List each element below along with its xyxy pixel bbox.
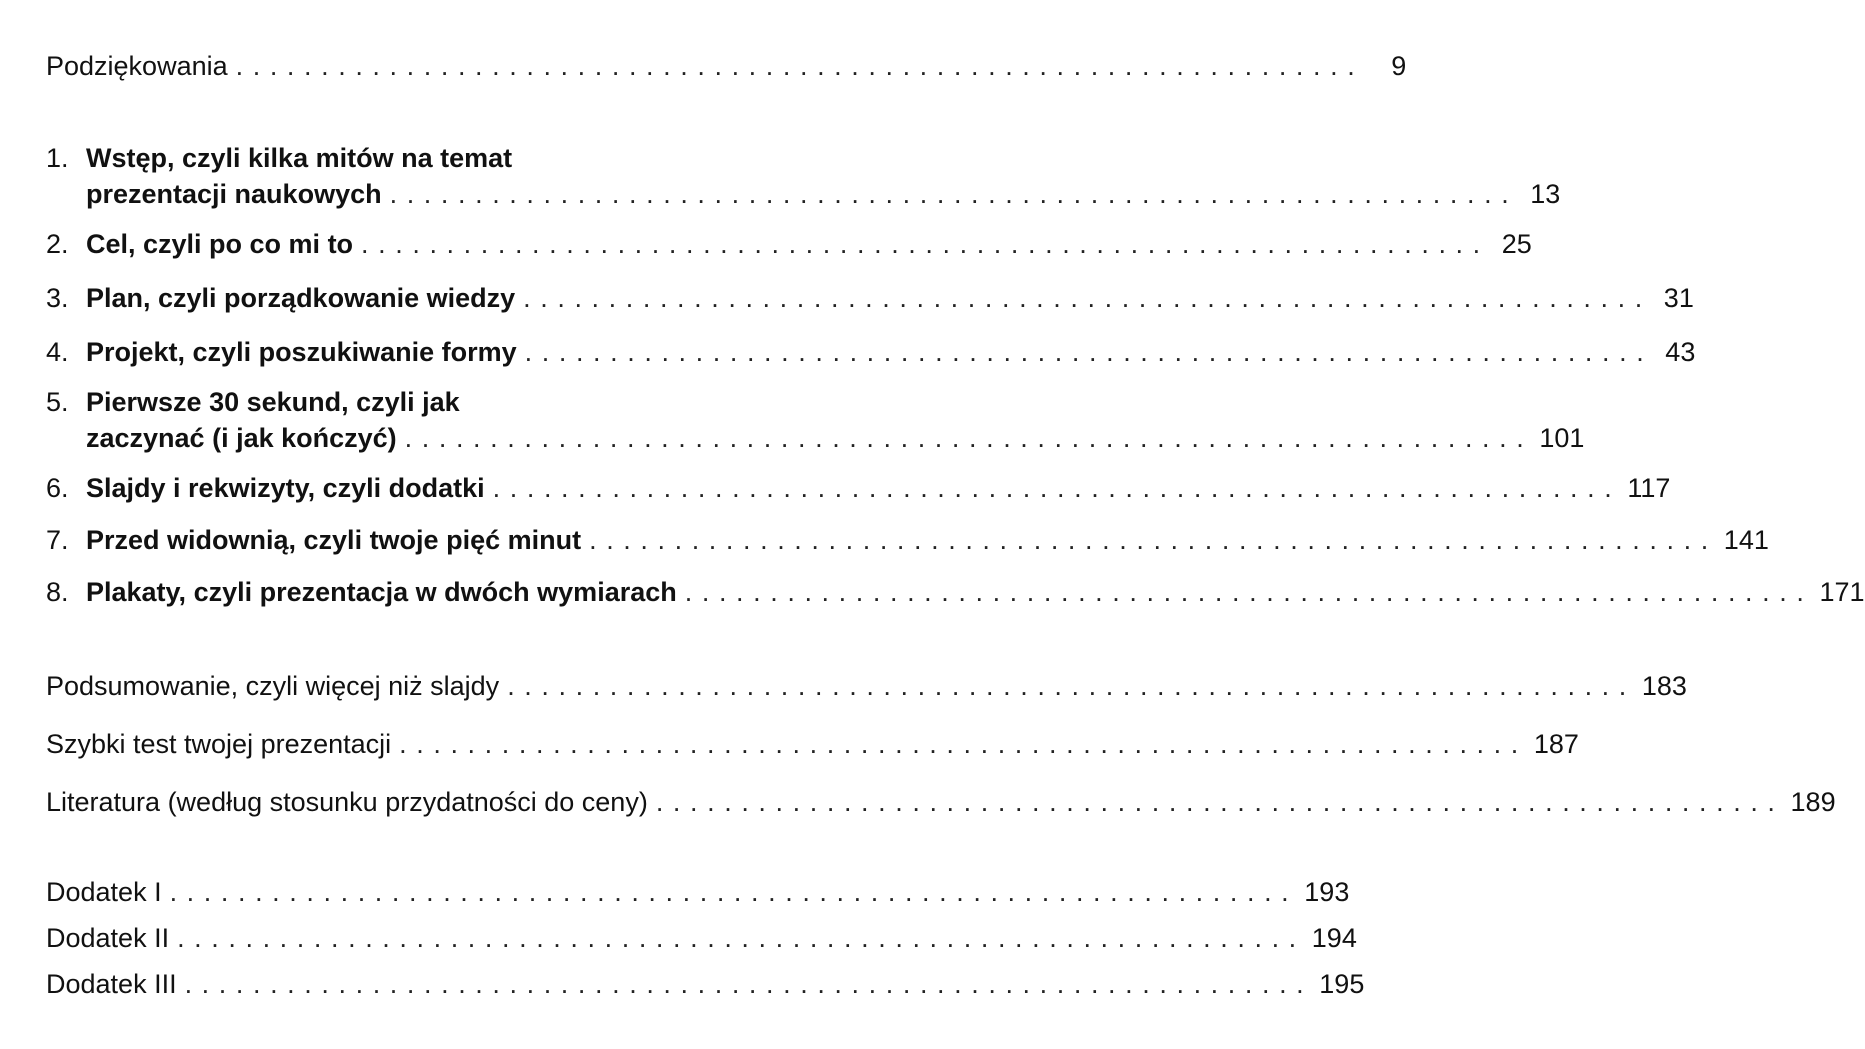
leader-dots: .................................................................. — [235, 51, 1365, 81]
toc-page-number: 9 — [1391, 51, 1407, 81]
leader-dots: .................................................................. — [169, 877, 1299, 907]
toc-entry-appendix-2[interactable] — [46, 920, 1357, 956]
leader-dots: .................................................................. — [492, 473, 1622, 503]
toc-page-number: 43 — [1665, 337, 1696, 367]
leader-dots: .................................................................. — [177, 923, 1306, 953]
toc-page-number: 25 — [1501, 229, 1532, 259]
toc-page-number: 193 — [1304, 877, 1350, 907]
leader-dots: .................................................................. — [404, 423, 1534, 453]
chapter-number: 6. — [46, 473, 69, 503]
toc-entry-appendix-3[interactable] — [46, 966, 1365, 1002]
toc-entry-chapter-8[interactable] — [46, 574, 1865, 610]
leader-dots: .................................................................. — [589, 525, 1718, 555]
toc-entry-quick-test[interactable] — [46, 726, 1579, 762]
leader-dots: .................................................................. — [524, 337, 1654, 367]
leader-dots: .................................................................. — [389, 179, 1519, 209]
toc-entry-title: Projekt, czyli poszukiwanie formy — [86, 337, 517, 367]
toc-entry-title: Dodatek II — [46, 923, 170, 953]
toc-entry-title: Przed widownią, czyli twoje pięć minut — [86, 525, 582, 555]
toc-entry-acknowledgements[interactable] — [46, 48, 1407, 84]
toc-entry-chapter-2[interactable] — [46, 226, 1532, 262]
toc-page-number: 141 — [1723, 525, 1769, 555]
toc-entry-chapter-5[interactable] — [46, 384, 1585, 456]
toc-entry-appendix-1[interactable] — [46, 874, 1350, 910]
chapter-number: 8. — [46, 577, 69, 607]
toc-page-number: 31 — [1663, 283, 1694, 313]
toc-entry-literature[interactable] — [46, 784, 1836, 820]
toc-entry-title: Dodatek III — [46, 969, 177, 999]
toc-entry-chapter-4[interactable] — [46, 334, 1696, 370]
leader-dots: .................................................................. — [184, 969, 1314, 999]
chapter-number: 2. — [46, 229, 69, 259]
toc-page-number: 189 — [1790, 787, 1836, 817]
chapter-number: 3. — [46, 283, 69, 313]
toc-page-number: 117 — [1627, 473, 1671, 503]
toc-entry-title-line1: Pierwsze 30 sekund, czyli jak — [86, 387, 460, 417]
toc-entry-title: Podziękowania — [46, 51, 228, 81]
toc-entry-chapter-7[interactable] — [46, 522, 1769, 558]
toc-entry-title-line2: prezentacji naukowych — [86, 179, 382, 209]
chapter-number: 4. — [46, 337, 69, 367]
leader-dots: .................................................................. — [655, 787, 1785, 817]
toc-entry-chapter-1[interactable] — [46, 140, 1561, 212]
leader-dots: .................................................................. — [523, 283, 1652, 313]
toc-entry-title: Plan, czyli porządkowanie wiedzy — [86, 283, 516, 313]
toc-entry-summary[interactable] — [46, 668, 1687, 704]
toc-entry-title: Slajdy i rekwizyty, czyli dodatki — [86, 473, 485, 503]
leader-dots: .................................................................. — [507, 671, 1636, 701]
toc-entry-chapter-3[interactable] — [46, 280, 1694, 316]
chapter-number: 5. — [46, 387, 69, 417]
toc-page-number: 13 — [1530, 179, 1561, 209]
toc-entry-title: Szybki test twojej prezentacji — [46, 729, 392, 759]
leader-dots: .................................................................. — [361, 229, 1490, 259]
toc-entry-title-line2: zaczynać (i jak kończyć) — [86, 423, 397, 453]
toc-page-number: 183 — [1641, 671, 1687, 701]
toc-page-number: 195 — [1319, 969, 1365, 999]
toc-entry-title: Dodatek I — [46, 877, 162, 907]
toc-page-number: 194 — [1311, 923, 1357, 953]
toc-entry-title: Literatura (według stosunku przydatności do ceny) — [46, 787, 648, 817]
leader-dots: .................................................................. — [684, 577, 1814, 607]
toc-entry-title: Plakaty, czyli prezentacja w dwóch wymiarach — [86, 577, 677, 607]
toc-entry-chapter-6[interactable] — [46, 470, 1671, 506]
toc-page-number: 101 — [1539, 423, 1585, 453]
chapter-number: 1. — [46, 143, 69, 173]
leader-dots: .................................................................. — [399, 729, 1528, 759]
toc-page-number: 187 — [1533, 729, 1579, 759]
toc-entry-title: Cel, czyli po co mi to — [86, 229, 354, 259]
toc-entry-title-line1: Wstęp, czyli kilka mitów na temat — [86, 143, 513, 173]
chapter-number: 7. — [46, 525, 69, 555]
toc-entry-title: Podsumowanie, czyli więcej niż slajdy — [46, 671, 500, 701]
toc-page-number: 171 — [1819, 577, 1865, 607]
